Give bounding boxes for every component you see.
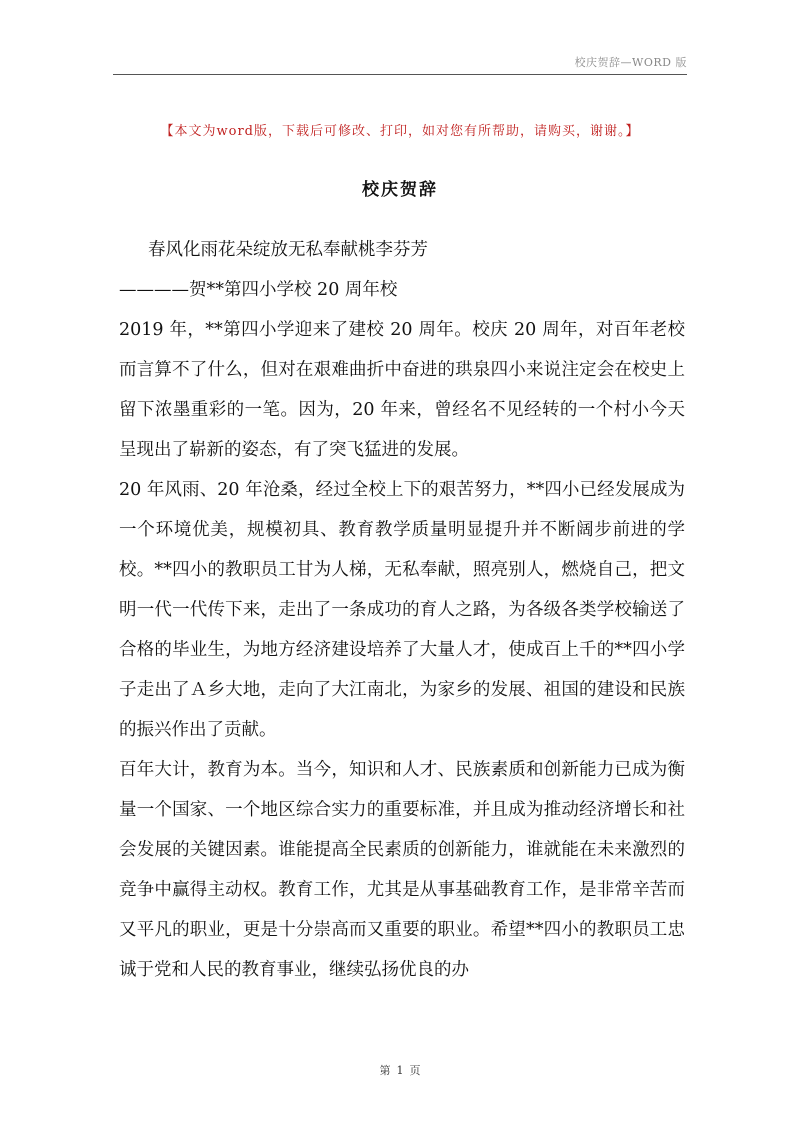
header-rule — [113, 74, 687, 75]
footer-suffix: 页 — [409, 1064, 421, 1077]
document-body — [119, 230, 685, 990]
page-number: 1 — [396, 1064, 404, 1077]
page-footer — [0, 1062, 800, 1078]
paragraph-3: 百年大计，教育为本。当今，知识和人才、民族素质和创新能力已成为衡量一个国家、一个地区综合实力的重要标准，并且成为推动经济增长和社会发展的关键因素。谁能提高全民素质的创新能力，谁就能在未来激烈的竞争中赢得主动权。教育工作，尤其是从事基础教育工作，是非常辛苦而又平凡的职业，更是十分崇高而又重要的职业。希望**四小的教职员工忠诚于党和人民的教育事业，继续弘扬优良的办 — [119, 760, 685, 980]
paragraph-1: 2019 年，**第四小学迎来了建校 20 周年。校庆 20 周年，对百年老校而言算不了什么，但对在艰难曲折中奋进的珙泉四小来说注定会在校史上留下浓墨重彩的一笔。因为，20 年来，曾经名不见经转的一个村小今天呈现出了崭新的姿态，有了突飞猛进的发展。 — [119, 320, 685, 460]
subtitle: 春风化雨花朵绽放无私奉献桃李芬芳 — [148, 240, 428, 260]
header-text: 校庆贺辞—WORD 版 — [574, 56, 687, 69]
paragraph-2: 20 年风雨、20 年沧桑，经过全校上下的艰苦努力，**四小已经发展成为一个环境优美，规模初具、教育教学质量明显提升并不断阔步前进的学校。**四小的教职员工甘为人梯，无私奉献，照亮别人，燃烧自己，把文明一代一代传下来，走出了一条成功的育人之路，为各级各类学校输送了合格的毕业生，为地方经济建设培养了大量人才，使成百上千的**四小学子走出了Ａ乡大地，走向了大江南北，为家乡的发展、祖国的建设和民族的振兴作出了贡献。 — [119, 480, 685, 740]
document-title: 校庆贺辞 — [362, 180, 438, 200]
footer-prefix: 第 — [379, 1064, 391, 1077]
byline: ————贺**第四小学校 20 周年校 — [119, 280, 398, 300]
download-notice: 【本文为word版，下载后可修改、打印，如对您有所帮助，请购买，谢谢。】 — [160, 124, 640, 139]
